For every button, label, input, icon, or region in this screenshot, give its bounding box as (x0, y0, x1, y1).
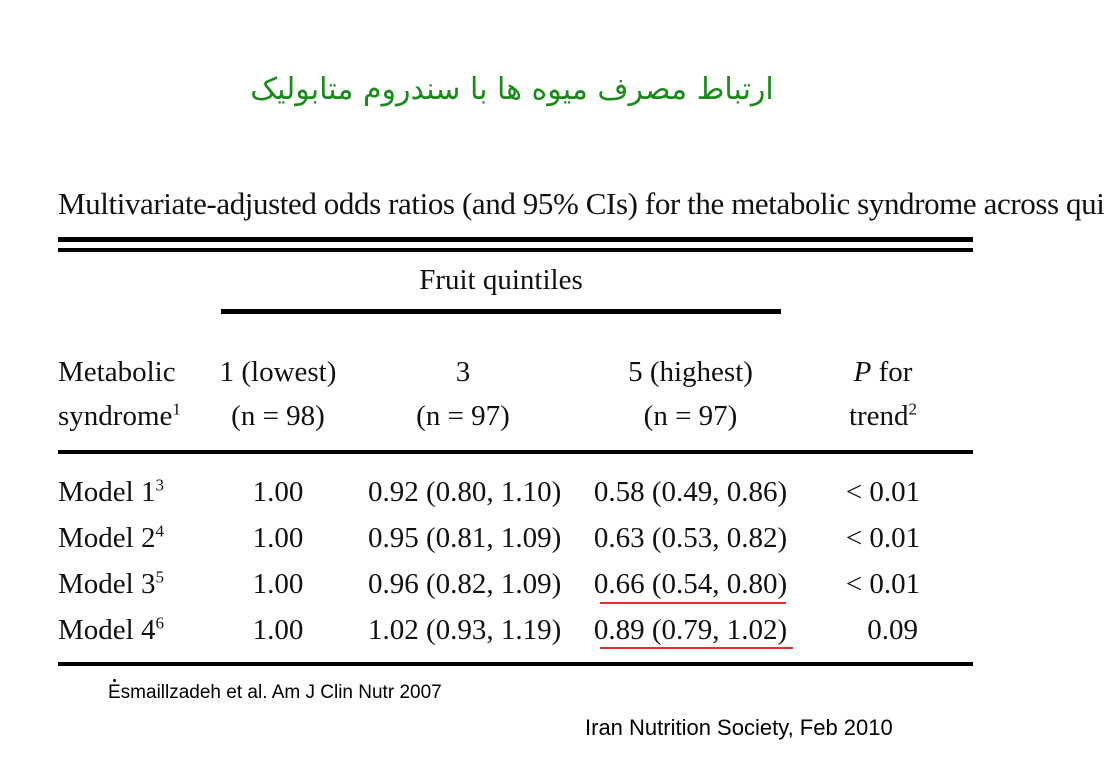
table-cell-p: 0.09 (867, 614, 918, 646)
header-p-italic: P (853, 356, 872, 388)
table-top-rule-inner (58, 248, 973, 252)
table-cell-q5: 0.63 (0.53, 0.82) (593, 522, 788, 554)
slide-source: Iran Nutrition Society, Feb 2010 (585, 715, 893, 740)
table-image (58, 182, 1104, 672)
table-cell-q1: 1.00 (252, 476, 304, 508)
table-bottom-rule (58, 662, 973, 666)
header-syndrome-text: syndrome (58, 400, 173, 432)
header-syndrome (58, 399, 181, 432)
fruit-quintiles-header: Fruit quintiles (419, 264, 583, 296)
table-cell-q5: 0.58 (0.49, 0.86) (593, 476, 788, 508)
row-label-text: Model 1 (58, 476, 156, 508)
header-p-trend (818, 358, 948, 387)
row-label-sup: 3 (155, 475, 164, 495)
citation-footnote: Esmaillzadeh et al. Am J Clin Nutr 2007 (108, 682, 442, 703)
spanner-rule (221, 309, 781, 314)
header-for: for (871, 356, 913, 388)
row-label-sup: 4 (155, 521, 164, 541)
header-q1: 1 (lowest) (219, 356, 337, 388)
table-cell-p: < 0.01 (845, 522, 921, 554)
red-underline-model4 (600, 647, 793, 649)
header-trend-text: trend (848, 400, 909, 432)
table-cell-q5: 0.89 (0.79, 1.02) (593, 614, 788, 646)
row-label-sup: 6 (155, 613, 164, 633)
header-q1-n: (n = 98) (231, 400, 325, 432)
header-q5: 5 (highest) (628, 356, 753, 388)
table-cell-q3: 1.02 (0.93, 1.19) (368, 614, 562, 646)
table-cell-q1: 1.00 (252, 568, 304, 600)
table-cell-q5: 0.66 (0.54, 0.80) (593, 568, 788, 600)
red-underline-model3 (600, 602, 786, 604)
row-label-text: Model 3 (58, 568, 156, 600)
table-row-label (58, 475, 164, 508)
header-metabolic: Metabolic (58, 356, 176, 388)
header-bottom-rule (58, 450, 973, 454)
header-q5-n: (n = 97) (643, 400, 738, 432)
header-trend-sup: 2 (908, 399, 918, 419)
table-cell-q1: 1.00 (252, 522, 304, 554)
header-syndrome-sup: 1 (172, 399, 181, 419)
table-cell-p: < 0.01 (845, 568, 921, 600)
row-label-text: Model 2 (58, 522, 156, 554)
table-caption: Multivariate-adjusted odds ratios (and 95% CIs) for the metabolic syndrome across qui (58, 186, 1104, 221)
table-row-label (58, 567, 164, 600)
table-cell-q3: 0.95 (0.81, 1.09) (368, 522, 562, 554)
table-top-rule (58, 237, 973, 242)
table-cell-q3: 0.96 (0.82, 1.09) (368, 568, 562, 600)
table-cell-p: < 0.01 (845, 476, 921, 508)
slide-title: ارتباط مصرف میوه ها با سندروم متابولیک (250, 72, 774, 107)
table-row-label (58, 521, 164, 554)
header-q3-n: (n = 97) (416, 400, 510, 432)
row-label-sup: 5 (155, 567, 164, 587)
table-cell-q3: 0.92 (0.80, 1.10) (368, 476, 562, 508)
header-trend (818, 399, 948, 432)
row-label-text: Model 4 (58, 614, 156, 646)
table-row-label (58, 613, 164, 646)
table-cell-q1: 1.00 (252, 614, 304, 646)
header-q3: 3 (455, 356, 471, 388)
